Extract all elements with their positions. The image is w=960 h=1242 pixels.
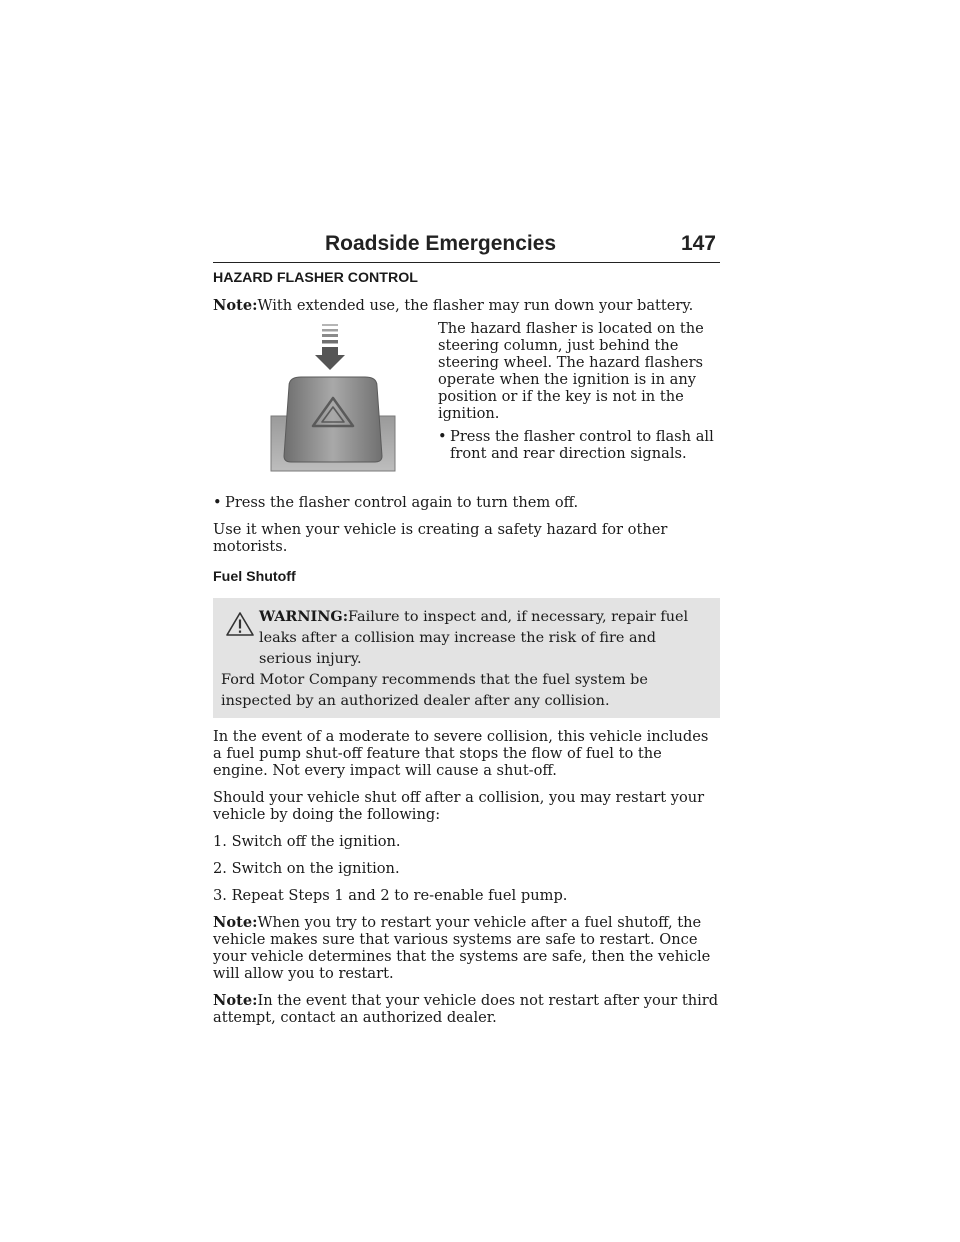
list-item [213,494,720,511]
hazard-side-text [438,320,720,462]
page-content [213,270,720,1036]
hazard-note [213,297,720,314]
hazard-heading: HAZARD FLASHER CONTROL [213,270,418,286]
note-text: In the event that your vehicle does not restart after your third attempt, contact an authorized dealer. [213,992,719,1026]
fuel-para-2: Should your vehicle shut off after a collision, you may restart your vehicle by doing the following: [213,789,705,823]
step-1: 1. Switch off the ignition. [213,833,401,850]
warning-box [213,598,720,718]
page-header [213,228,720,263]
note-text: With extended use, the flasher may run down your battery. [257,297,694,314]
step-3: 3. Repeat Steps 1 and 2 to re-enable fuel pump. [213,887,568,904]
fuel-para-1: In the event of a moderate to severe collision, this vehicle includes a fuel pump shut-off feature that stops the flow of fuel to the engine. Not every impact will cause a shut-off. [213,728,709,779]
page-number: 147 [680,232,716,255]
note-label: Note: [213,992,258,1009]
step-2: 2. Switch on the ignition. [213,860,400,877]
bullet-text: Press the flasher control to flash all front and rear direction signals. [450,428,714,462]
warning-triangle-icon [225,611,255,637]
section-title: Roadside Emergencies [325,232,557,255]
list-item [438,428,720,462]
fuel-note-1 [213,914,720,982]
hazard-flasher-button-icon [265,320,401,478]
warning-text [221,606,712,670]
warning-label: WARNING: [259,608,349,625]
bullet-dot: • [438,428,447,445]
note-label: Note: [213,914,258,931]
warning-text-2: Ford Motor Company recommends that the fuel system be inspected by an authorized dealer after any collision. [221,672,648,709]
bullet-text: Press the flasher control again to turn them off. [225,494,579,511]
fuel-heading: Fuel Shutoff [213,569,296,585]
hazard-figure-block [213,320,720,480]
hazard-description: The hazard flasher is located on the steering column, just behind the steering wheel. The hazard flashers operate when the ignition is in any position or if the key is not in the ignition. [438,320,704,422]
warning-text-1: Failure to inspect and, if necessary, repair fuel leaks after a collision may increase the risk of fire and serious injury. [259,609,689,667]
bullet-dot: • [213,494,222,511]
hazard-usage: Use it when your vehicle is creating a safety hazard for other motorists. [213,521,668,555]
fuel-note-2 [213,992,720,1026]
note-label: Note: [213,297,258,314]
note-text: When you try to restart your vehicle after a fuel shutoff, the vehicle makes sure that various systems are safe to restart. Once your vehicle determines that the systems are safe, then the vehicle will allow you to restart. [213,914,711,982]
